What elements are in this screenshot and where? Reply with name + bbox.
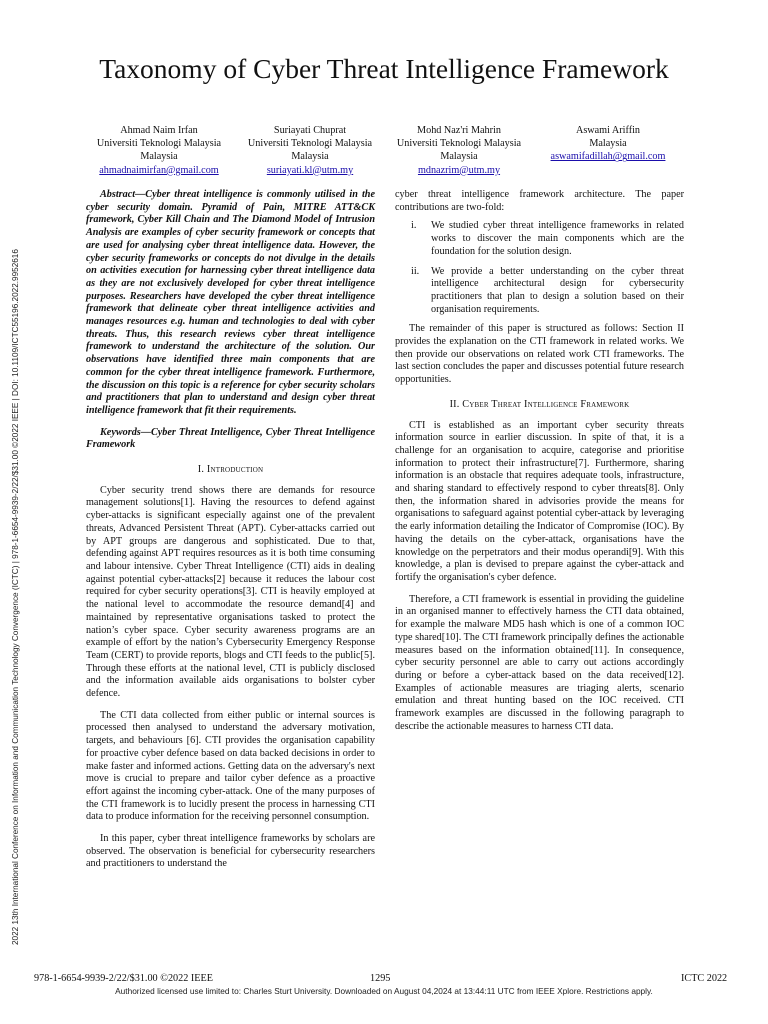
author-name: Ahmad Naim Irfan [120, 125, 198, 136]
paragraph: Therefore, a CTI framework is essential in providing the guideline in an organised manner to effectively harness the CTI data obtained, for example the malware MD5 hash which is one of a common IOC type shared[10]. The CTI framework principally defines the actionable measures based on the information obtained[11]. In consequence, cyber security personnel are able to carry out actions accordingly during or before a cyber-attack based on the data received[12]. Examples of actionable measures are triaging alerts, scenario emulation and threat hunting based on the IOC received. CTI framework examples are discussed in the following paragraph to describe the actionable measures to harness CTI data. [395, 593, 684, 732]
author-name: Mohd Naz'ri Mahrin [417, 125, 501, 136]
paragraph: In this paper, cyber threat intelligence frameworks by scholars are observed. The observation is beneficial for cybersecurity researchers and practitioners to understand the [86, 833, 375, 870]
side-doi-note: 2022 13th International Conference on Information and Communication Technology Convergence (ICTC) | 978-1-6654-9939-2/22/$31.00 ©2022 IEEE | DOI: 10.1109/ICTC55196.2022.9952616 [11, 249, 20, 945]
paragraph: CTI is established as an important cyber security threats information source in earlier discussion. In spite of that, it is a challenge for an organisation to acquire, categorise and prioritise information to protect their infrastructure[7]. Furthermore, sharing information is an obstacle that requires adequate tools, infrastructure, and sharing standard to effectively respond to cyber threats[8]. Only then, the information shared in advisories provide the means for organisations to safeguard against potential cyber-attack by leveraging the early information detailing the Indicator of Compromise (IOC). By having the details on the cyber-attack, organisations have the knowledge on the perpetrators and their modus operandi[9]. With this knowledge, a plan is devised to prepare against the cyber-attack and fortify the organisation's cyber defence. [395, 419, 684, 583]
author-country: Malaysia [291, 151, 329, 163]
right-column [395, 189, 684, 733]
footer-copyright: 978-1-6654-9939-2/22/$31.00 ©2022 IEEE [34, 973, 213, 984]
author-email-link[interactable]: suriayati.kl@utm.my [266, 164, 354, 176]
paragraph: Cyber security trend shows there are demands for resource management solutions[1]. Having the resources to defend against cyber-attacks is significant especially against one of the prevalent threats, Advanced Persistent Threat (APT). Cyber-attacks carried out by APT groups are dangerous and sophisticated. Due to that, defending against APT requires resources as it is both time consuming and labour intensive. Cyber Threat Intelligence (CTI) aids in dealing against potential cyber-attacks[2] because it reduces the labour cost required for cyber security operations[3]. CTI is heavily employed at the national level to accommodate the resource demand[4] and maintained by representative organisations tasked to protect the nation’s cyber space. Cyber security awareness programs are an example of effort by the nation’s Cybersecurity Emergency Response Team (CERT) to provide reports, blogs and CTI feeds to the public[5]. Through these efforts at the national level, CTI is publicly disclosed and the information available aids organisations to bolster cyber defence. [86, 484, 375, 700]
section-heading-introduction: I. Introduction [197, 464, 264, 476]
author-name: Suriayati Chuprat [273, 125, 347, 136]
author-email-link[interactable]: aswamifadillah@gmail.com [550, 151, 666, 163]
section-heading-cti-framework: II. Cyber Threat Intelligence Framework [449, 398, 630, 410]
list-item-text: We studied cyber threat intelligence frameworks in related works to discover the main components which are the foundation for the solution design. [431, 220, 684, 257]
author-affiliation: Universiti Teknologi Malaysia [247, 138, 373, 150]
author-affiliation: Universiti Teknologi Malaysia [96, 138, 222, 150]
author-email-link[interactable]: ahmadnaimirfan@gmail.com [99, 164, 219, 176]
author-country: Malaysia [440, 151, 478, 163]
paragraph: The CTI data collected from either public or internal sources is processed then analysed to understand the adversary motivation, targets, and behaviours [6]. CTI provides the organisation capability for proactive cyber defence based on data backed decisions in order to make faster and informed actions. Getting data on the adversary's next move is crucial to prepare and tailor cyber defence as a proactive effort against the incoming cyber-attack. One of the many purposes of the CTI framework is to lucidly present the process in harnessing CTI data to produce information for the receiving personnel consumption. [86, 709, 375, 823]
author-block [79, 124, 239, 177]
list-item [395, 266, 684, 317]
left-column [86, 189, 375, 871]
abstract: Abstract—Cyber threat intelligence is commonly utilised in the cyber security domain. Pyramid of Pain, MITRE ATT&CK framework, Cyber Kill Chain and The Diamond Model of Intrusion Analysis are examples of cyber security framework or concepts that are used for analysing cyber threat intelligence data. However, the cyber security frameworks or concepts do not divulge in the details on activities execution for harnessing cyber threat intelligence data as they are not exclusively developed for cyber threat intelligence purposes. Researchers have developed the cyber threat intelligence framework that delineate cyber threat intelligence activities and manages resources e.g. human and technologies to deal with cyber threats. Thus, this research reviews cyber threat intelligence framework to understand the architecture of the solution. Our observations have identified three main components that are common for the cyber threat intelligence framework. Furthermore, the discussion on this topic is a reference for cyber security scholars and practitioners that plan to understand and design cyber threat intelligence framework that fit their requirements. [86, 189, 375, 416]
paragraph: The remainder of this paper is structured as follows: Section II provides the explanation on the CTI framework in related works. We then provide our observations on related work CTI frameworks. The last section concludes the paper and discusses potential future research opportunities. [395, 323, 684, 386]
author-block [230, 124, 390, 177]
paper-title: Taxonomy of Cyber Threat Intelligence Framework [99, 53, 669, 84]
contribution-list [395, 220, 684, 316]
footer-conference: ICTC 2022 [681, 973, 728, 984]
list-item [395, 220, 684, 258]
author-country: Malaysia [140, 151, 178, 163]
author-block [528, 124, 688, 164]
author-affiliation: Malaysia [589, 138, 627, 150]
list-number: i. [411, 220, 417, 232]
author-block [379, 124, 539, 177]
page-number: 1295 [370, 973, 391, 984]
paragraph: cyber threat intelligence framework architecture. The paper contributions are two-fold: [395, 189, 684, 213]
license-notice: Authorized licensed use limited to: Charles Sturt University. Downloaded on August 04,2024 at 13:44:11 UTC from IEEE Xplore. Restrictions apply. [115, 986, 653, 996]
author-email-link[interactable]: mdnazrim@utm.my [417, 164, 501, 176]
list-number: ii. [411, 265, 420, 277]
keywords: Keywords—Cyber Threat Intelligence, Cyber Threat Intelligence Framework [86, 426, 375, 451]
author-affiliation: Universiti Teknologi Malaysia [396, 138, 522, 150]
author-name: Aswami Ariffin [575, 125, 641, 136]
list-item-text: We provide a better understanding on the cyber threat intelligence architectural design for cybersecurity practitioners that plan to design a solution based on their organisation requirements. [431, 265, 684, 315]
